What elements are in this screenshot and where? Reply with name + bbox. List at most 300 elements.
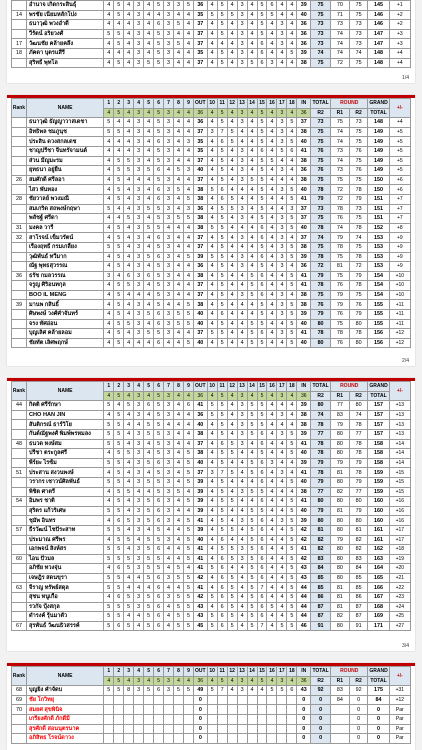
hole-score: 4 bbox=[267, 300, 277, 310]
par-value: 3 bbox=[277, 676, 287, 686]
hole-score: 4 bbox=[134, 487, 144, 497]
round2-score: 75 bbox=[349, 137, 368, 147]
grand-total: 148 bbox=[368, 48, 389, 58]
hole-score: 4 bbox=[164, 300, 174, 310]
round1-score: 80 bbox=[331, 497, 350, 507]
hole-score: 4 bbox=[247, 686, 257, 696]
player-row bbox=[12, 705, 411, 715]
grand-total: 155 bbox=[368, 310, 389, 320]
hole-score: 4 bbox=[124, 497, 134, 507]
hole-score: 5 bbox=[217, 29, 227, 39]
player-name: สาโรจน์ เข็มวรัตน์ bbox=[26, 233, 103, 243]
hole-score: 5 bbox=[104, 429, 114, 439]
hole-score: 4 bbox=[124, 468, 134, 478]
player-name: จรูญ ศิริอนทกุล bbox=[26, 281, 103, 291]
hole-score: 4 bbox=[247, 127, 257, 137]
hole-score: 3 bbox=[134, 223, 144, 233]
hole-score: 5 bbox=[104, 525, 114, 535]
round1-score: 75 bbox=[331, 175, 350, 185]
hole-number-header: 3 bbox=[124, 667, 134, 677]
round2-score: 80 bbox=[349, 338, 368, 348]
total-score: 75 bbox=[311, 58, 331, 68]
hole-score: 4 bbox=[287, 166, 297, 176]
hole-score: 5 bbox=[257, 300, 267, 310]
round2-score: 75 bbox=[349, 156, 368, 166]
hole-score: 3 bbox=[134, 497, 144, 507]
rank-cell bbox=[12, 137, 27, 147]
round2-score: 73 bbox=[349, 29, 368, 39]
hole-score: 3 bbox=[237, 439, 247, 449]
hole-score: 4 bbox=[267, 621, 277, 631]
hole-score: 5 bbox=[124, 487, 134, 497]
rank-cell bbox=[12, 545, 27, 555]
hole-score: 4 bbox=[174, 233, 184, 243]
hole-score: 4 bbox=[227, 516, 237, 526]
hole-score: 3 bbox=[164, 573, 174, 583]
hole-score: 4 bbox=[287, 458, 297, 468]
par-value: 36 bbox=[297, 391, 311, 401]
hole-score: 5 bbox=[154, 468, 164, 478]
hole-score bbox=[184, 724, 194, 734]
hole-score: 3 bbox=[164, 118, 174, 128]
round2-score: 80 bbox=[349, 319, 368, 329]
hole-score: 4 bbox=[207, 204, 217, 214]
hole-score: 4 bbox=[104, 223, 114, 233]
player-name: รวกัจ บุ้งสกุล bbox=[26, 602, 103, 612]
hole-score: 5 bbox=[184, 300, 194, 310]
hole-score: 6 bbox=[257, 271, 267, 281]
hole-score: 4 bbox=[207, 477, 217, 487]
hole-score bbox=[184, 714, 194, 724]
hole-score: 5 bbox=[114, 573, 124, 583]
player-row bbox=[12, 242, 411, 252]
hole-score: 4 bbox=[174, 338, 184, 348]
rank-cell: 26 bbox=[12, 175, 27, 185]
hole-score: 4 bbox=[227, 1, 237, 11]
hole-score bbox=[164, 705, 174, 715]
hole-score: 4 bbox=[104, 156, 114, 166]
out-score: 37 bbox=[193, 329, 207, 339]
hole-score: 4 bbox=[247, 310, 257, 320]
hole-score: 5 bbox=[124, 516, 134, 526]
hole-score: 3 bbox=[237, 429, 247, 439]
plus-minus: +23 bbox=[389, 593, 410, 603]
hole-score: 4 bbox=[184, 185, 194, 195]
hole-score: 4 bbox=[237, 468, 247, 478]
grand-total: 155 bbox=[368, 300, 389, 310]
plus-minus: +12 bbox=[389, 338, 410, 348]
par-value: 4 bbox=[184, 108, 194, 118]
hole-score: 5 bbox=[257, 194, 267, 204]
hole-score: 4 bbox=[207, 516, 217, 526]
hole-score: 4 bbox=[124, 420, 134, 430]
player-row bbox=[12, 300, 411, 310]
hole-score: 5 bbox=[114, 58, 124, 68]
hole-score: 4 bbox=[124, 410, 134, 420]
hole-score: 5 bbox=[257, 319, 267, 329]
hole-number-header: 8 bbox=[174, 99, 184, 109]
hole-score: 4 bbox=[164, 554, 174, 564]
hole-number-header: 14 bbox=[247, 99, 257, 109]
hole-score: 4 bbox=[207, 583, 217, 593]
hole-score: 5 bbox=[144, 593, 154, 603]
plus-minus: +11 bbox=[389, 310, 410, 320]
hole-score: 5 bbox=[124, 401, 134, 411]
hole-score: 4 bbox=[134, 175, 144, 185]
hole-score: 5 bbox=[114, 194, 124, 204]
grand-total: 147 bbox=[368, 29, 389, 39]
hole-score: 4 bbox=[144, 127, 154, 137]
grand-total: 159 bbox=[368, 477, 389, 487]
hole-number-header: 8 bbox=[174, 667, 184, 677]
hole-score: 4 bbox=[267, 175, 277, 185]
hole-score: 3 bbox=[134, 185, 144, 195]
round2-score: 78 bbox=[349, 281, 368, 291]
out-score: 0 bbox=[193, 695, 207, 705]
player-row bbox=[12, 48, 411, 58]
total-score: 86 bbox=[311, 593, 331, 603]
round2-score: 75 bbox=[349, 10, 368, 20]
hole-score: 6 bbox=[267, 1, 277, 11]
hole-score: 4 bbox=[104, 194, 114, 204]
hole-score: 4 bbox=[267, 439, 277, 449]
round1-score: 80 bbox=[331, 429, 350, 439]
hole-score bbox=[227, 705, 237, 715]
hole-score: 5 bbox=[277, 686, 287, 696]
hole-score bbox=[124, 705, 134, 715]
hole-score: 5 bbox=[114, 310, 124, 320]
hole-score: 5 bbox=[144, 204, 154, 214]
round1-score: 78 bbox=[331, 242, 350, 252]
hole-score bbox=[277, 695, 287, 705]
hole-score bbox=[154, 705, 164, 715]
player-name: จรง ทัศอ่อน bbox=[26, 319, 103, 329]
hole-score: 3 bbox=[207, 468, 217, 478]
hole-score: 4 bbox=[267, 252, 277, 262]
hole-score: 4 bbox=[207, 497, 217, 507]
player-name: ประมาณ ศรีพร bbox=[26, 535, 103, 545]
grand-total: 0 bbox=[368, 734, 389, 744]
out-score: 38 bbox=[193, 194, 207, 204]
hole-score: 5 bbox=[104, 204, 114, 214]
hole-score bbox=[247, 705, 257, 715]
hole-score: 3 bbox=[164, 497, 174, 507]
player-row bbox=[12, 686, 411, 696]
hole-score: 5 bbox=[257, 487, 267, 497]
hole-score: 4 bbox=[124, 525, 134, 535]
total-score: 85 bbox=[311, 573, 331, 583]
hole-score: 5 bbox=[267, 10, 277, 20]
hole-score: 4 bbox=[207, 1, 217, 11]
hole-score: 4 bbox=[144, 118, 154, 128]
hole-score: 3 bbox=[134, 156, 144, 166]
plus-minus: +13 bbox=[389, 401, 410, 411]
player-row bbox=[12, 29, 411, 39]
hole-score: 4 bbox=[174, 118, 184, 128]
hole-score: 4 bbox=[267, 290, 277, 300]
total-score: 87 bbox=[311, 612, 331, 622]
round1-score: 75 bbox=[331, 271, 350, 281]
total-score: 76 bbox=[311, 300, 331, 310]
out-score: 38 bbox=[193, 429, 207, 439]
hole-score: 5 bbox=[207, 10, 217, 20]
hole-score: 4 bbox=[124, 146, 134, 156]
hole-score: 3 bbox=[277, 127, 287, 137]
hole-score: 6 bbox=[217, 535, 227, 545]
hole-score: 5 bbox=[154, 410, 164, 420]
hole-score: 5 bbox=[174, 185, 184, 195]
hole-score: 4 bbox=[104, 449, 114, 459]
hole-number-header: 9 bbox=[184, 382, 194, 392]
hole-score: 4 bbox=[174, 175, 184, 185]
out-score: 41 bbox=[193, 564, 207, 574]
hole-score: 5 bbox=[287, 242, 297, 252]
grand-total: 162 bbox=[368, 545, 389, 555]
hole-score bbox=[287, 714, 297, 724]
in-score: 44 bbox=[297, 612, 311, 622]
plus-minus: +31 bbox=[389, 686, 410, 696]
hole-score: 5 bbox=[227, 602, 237, 612]
hole-score: 4 bbox=[124, 58, 134, 68]
in-score: 40 bbox=[297, 10, 311, 20]
rank-cell bbox=[12, 319, 27, 329]
hole-score: 5 bbox=[287, 545, 297, 555]
round2-score: 78 bbox=[349, 185, 368, 195]
player-name: CHO HAN JIN bbox=[26, 410, 103, 420]
hole-score: 4 bbox=[114, 48, 124, 58]
hole-score: 5 bbox=[247, 281, 257, 291]
hole-score: 4 bbox=[184, 329, 194, 339]
round2-score: 78 bbox=[349, 420, 368, 430]
hole-score: 5 bbox=[114, 156, 124, 166]
out-score: 0 bbox=[193, 734, 207, 744]
hole-score: 3 bbox=[134, 564, 144, 574]
hole-score: 6 bbox=[257, 468, 267, 478]
player-row bbox=[12, 118, 411, 128]
grand-total: 153 bbox=[368, 242, 389, 252]
hole-score: 4 bbox=[104, 233, 114, 243]
in-score: 38 bbox=[297, 300, 311, 310]
hole-score: 4 bbox=[184, 262, 194, 272]
hole-score: 4 bbox=[227, 185, 237, 195]
par-value: 4 bbox=[227, 391, 237, 401]
hole-score: 3 bbox=[164, 290, 174, 300]
hole-number-header: 11 bbox=[217, 667, 227, 677]
hole-score: 3 bbox=[184, 166, 194, 176]
hole-number-header: OUT bbox=[195, 668, 206, 675]
hole-score: 3 bbox=[134, 233, 144, 243]
hole-score: 4 bbox=[237, 338, 247, 348]
hole-score: 4 bbox=[237, 612, 247, 622]
hole-score: 4 bbox=[104, 290, 114, 300]
par-value: 4 bbox=[144, 108, 154, 118]
rank-cell bbox=[12, 573, 27, 583]
hole-number-header: IN bbox=[297, 667, 311, 677]
hole-score: 4 bbox=[227, 156, 237, 166]
player-name: ไสว พันทอง bbox=[26, 185, 103, 195]
r1-header: R1 bbox=[331, 676, 350, 686]
in-score: 39 bbox=[297, 48, 311, 58]
hole-score: 4 bbox=[267, 554, 277, 564]
out-score: 37 bbox=[193, 468, 207, 478]
hole-score: 5 bbox=[154, 39, 164, 49]
hole-score: 3 bbox=[277, 185, 287, 195]
hole-score: 4 bbox=[184, 146, 194, 156]
hole-score: 5 bbox=[217, 10, 227, 20]
hole-number-header: 18 bbox=[287, 382, 297, 392]
hole-score: 5 bbox=[217, 290, 227, 300]
out-score: 35 bbox=[193, 137, 207, 147]
plus-minus: +24 bbox=[389, 602, 410, 612]
r1-header: R1 bbox=[331, 391, 350, 401]
total-header: TOTAL bbox=[312, 100, 329, 107]
player-row bbox=[12, 487, 411, 497]
rank-header: Rank bbox=[12, 382, 27, 401]
par-value: 4 bbox=[124, 391, 134, 401]
hole-score: 3 bbox=[267, 58, 277, 68]
hole-score: 5 bbox=[174, 602, 184, 612]
grand-total: 175 bbox=[368, 686, 389, 696]
hole-score: 6 bbox=[154, 194, 164, 204]
hole-score: 3 bbox=[164, 58, 174, 68]
hole-score: 5 bbox=[257, 127, 267, 137]
player-name: พรชัย เนียมหลักโปง bbox=[26, 10, 103, 20]
hole-score: 4 bbox=[144, 137, 154, 147]
hole-score: 5 bbox=[154, 175, 164, 185]
hole-score bbox=[267, 714, 277, 724]
hole-number-header: 15 bbox=[257, 382, 267, 392]
hole-score: 3 bbox=[134, 686, 144, 696]
par-value: 4 bbox=[124, 108, 134, 118]
hole-score: 4 bbox=[227, 310, 237, 320]
rank-cell bbox=[12, 714, 27, 724]
hole-score: 5 bbox=[124, 535, 134, 545]
par-value: 36 bbox=[297, 108, 311, 118]
hole-score: 4 bbox=[247, 300, 257, 310]
hole-score: 5 bbox=[144, 420, 154, 430]
hole-score: 4 bbox=[144, 487, 154, 497]
hole-score: 5 bbox=[217, 214, 227, 224]
in-score: 41 bbox=[297, 271, 311, 281]
hole-score: 5 bbox=[184, 214, 194, 224]
hole-score: 3 bbox=[237, 545, 247, 555]
hole-score: 3 bbox=[134, 310, 144, 320]
hole-score: 4 bbox=[174, 545, 184, 555]
hole-score: 5 bbox=[144, 458, 154, 468]
hole-score: 5 bbox=[144, 58, 154, 68]
hole-score: 4 bbox=[277, 281, 287, 291]
hole-score: 6 bbox=[154, 252, 164, 262]
hole-score bbox=[287, 695, 297, 705]
player-row bbox=[12, 420, 411, 430]
hole-score: 4 bbox=[227, 410, 237, 420]
hole-score: 4 bbox=[124, 29, 134, 39]
hole-score: 4 bbox=[174, 300, 184, 310]
scorecard-table bbox=[11, 381, 411, 631]
hole-score: 4 bbox=[114, 118, 124, 128]
in-score: 41 bbox=[297, 439, 311, 449]
hole-score: 4 bbox=[237, 497, 247, 507]
hole-score: 5 bbox=[217, 156, 227, 166]
hole-score: 5 bbox=[154, 271, 164, 281]
hole-score: 3 bbox=[277, 310, 287, 320]
hole-score: 5 bbox=[104, 686, 114, 696]
hole-score: 4 bbox=[174, 449, 184, 459]
hole-score: 3 bbox=[164, 593, 174, 603]
par-value: 3 bbox=[134, 108, 144, 118]
player-name: อภิชัย ทวงจุ่น bbox=[26, 564, 103, 574]
hole-score: 5 bbox=[217, 1, 227, 11]
hole-number-header: 6 bbox=[154, 667, 164, 677]
hole-score: 4 bbox=[207, 602, 217, 612]
hole-score: 4 bbox=[247, 214, 257, 224]
rank-cell: 18 bbox=[12, 48, 27, 58]
hole-score bbox=[104, 724, 114, 734]
hole-score: 3 bbox=[134, 439, 144, 449]
out-score: 40 bbox=[193, 319, 207, 329]
total-score: 79 bbox=[311, 458, 331, 468]
player-row bbox=[12, 223, 411, 233]
hole-score: 4 bbox=[267, 39, 277, 49]
hole-score: 5 bbox=[184, 525, 194, 535]
hole-score: 5 bbox=[104, 554, 114, 564]
hole-score: 4 bbox=[114, 214, 124, 224]
hole-number-header: 5 bbox=[144, 99, 154, 109]
plus-minus: +10 bbox=[389, 281, 410, 291]
hole-score: 4 bbox=[164, 583, 174, 593]
hole-score bbox=[164, 724, 174, 734]
hole-score: 4 bbox=[104, 1, 114, 11]
grand-total: 158 bbox=[368, 449, 389, 459]
hole-score: 5 bbox=[144, 621, 154, 631]
hole-score: 6 bbox=[257, 146, 267, 156]
hole-score: 3 bbox=[134, 48, 144, 58]
hole-score: 4 bbox=[287, 262, 297, 272]
hole-score: 4 bbox=[184, 39, 194, 49]
grand-total: 146 bbox=[368, 10, 389, 20]
hole-score: 4 bbox=[227, 686, 237, 696]
hole-score: 4 bbox=[124, 242, 134, 252]
hole-score: 3 bbox=[277, 242, 287, 252]
rank-cell bbox=[12, 420, 27, 430]
hole-score: 5 bbox=[154, 439, 164, 449]
rank-cell: 70 bbox=[12, 705, 27, 715]
hole-score: 3 bbox=[237, 487, 247, 497]
hole-score bbox=[227, 734, 237, 744]
out-score: 40 bbox=[193, 535, 207, 545]
hole-score: 4 bbox=[144, 525, 154, 535]
hole-number-header: 17 bbox=[277, 667, 287, 677]
hole-score: 5 bbox=[144, 602, 154, 612]
plus-minus: +11 bbox=[389, 319, 410, 329]
hole-score: 4 bbox=[164, 223, 174, 233]
plus-minus: +3 bbox=[389, 39, 410, 49]
hole-score: 5 bbox=[217, 545, 227, 555]
page-number: 1/4 bbox=[402, 75, 409, 81]
total-score: 72 bbox=[311, 262, 331, 272]
hole-score: 5 bbox=[104, 573, 114, 583]
hole-score: 4 bbox=[267, 214, 277, 224]
round2-score: 75 bbox=[349, 175, 368, 185]
hole-score bbox=[237, 734, 247, 744]
hole-score: 4 bbox=[207, 525, 217, 535]
hole-score: 3 bbox=[164, 271, 174, 281]
hole-score: 3 bbox=[164, 127, 174, 137]
hole-score: 3 bbox=[134, 449, 144, 459]
hole-score: 6 bbox=[217, 185, 227, 195]
hole-score: 4 bbox=[144, 10, 154, 20]
plus-minus: +12 bbox=[389, 329, 410, 339]
